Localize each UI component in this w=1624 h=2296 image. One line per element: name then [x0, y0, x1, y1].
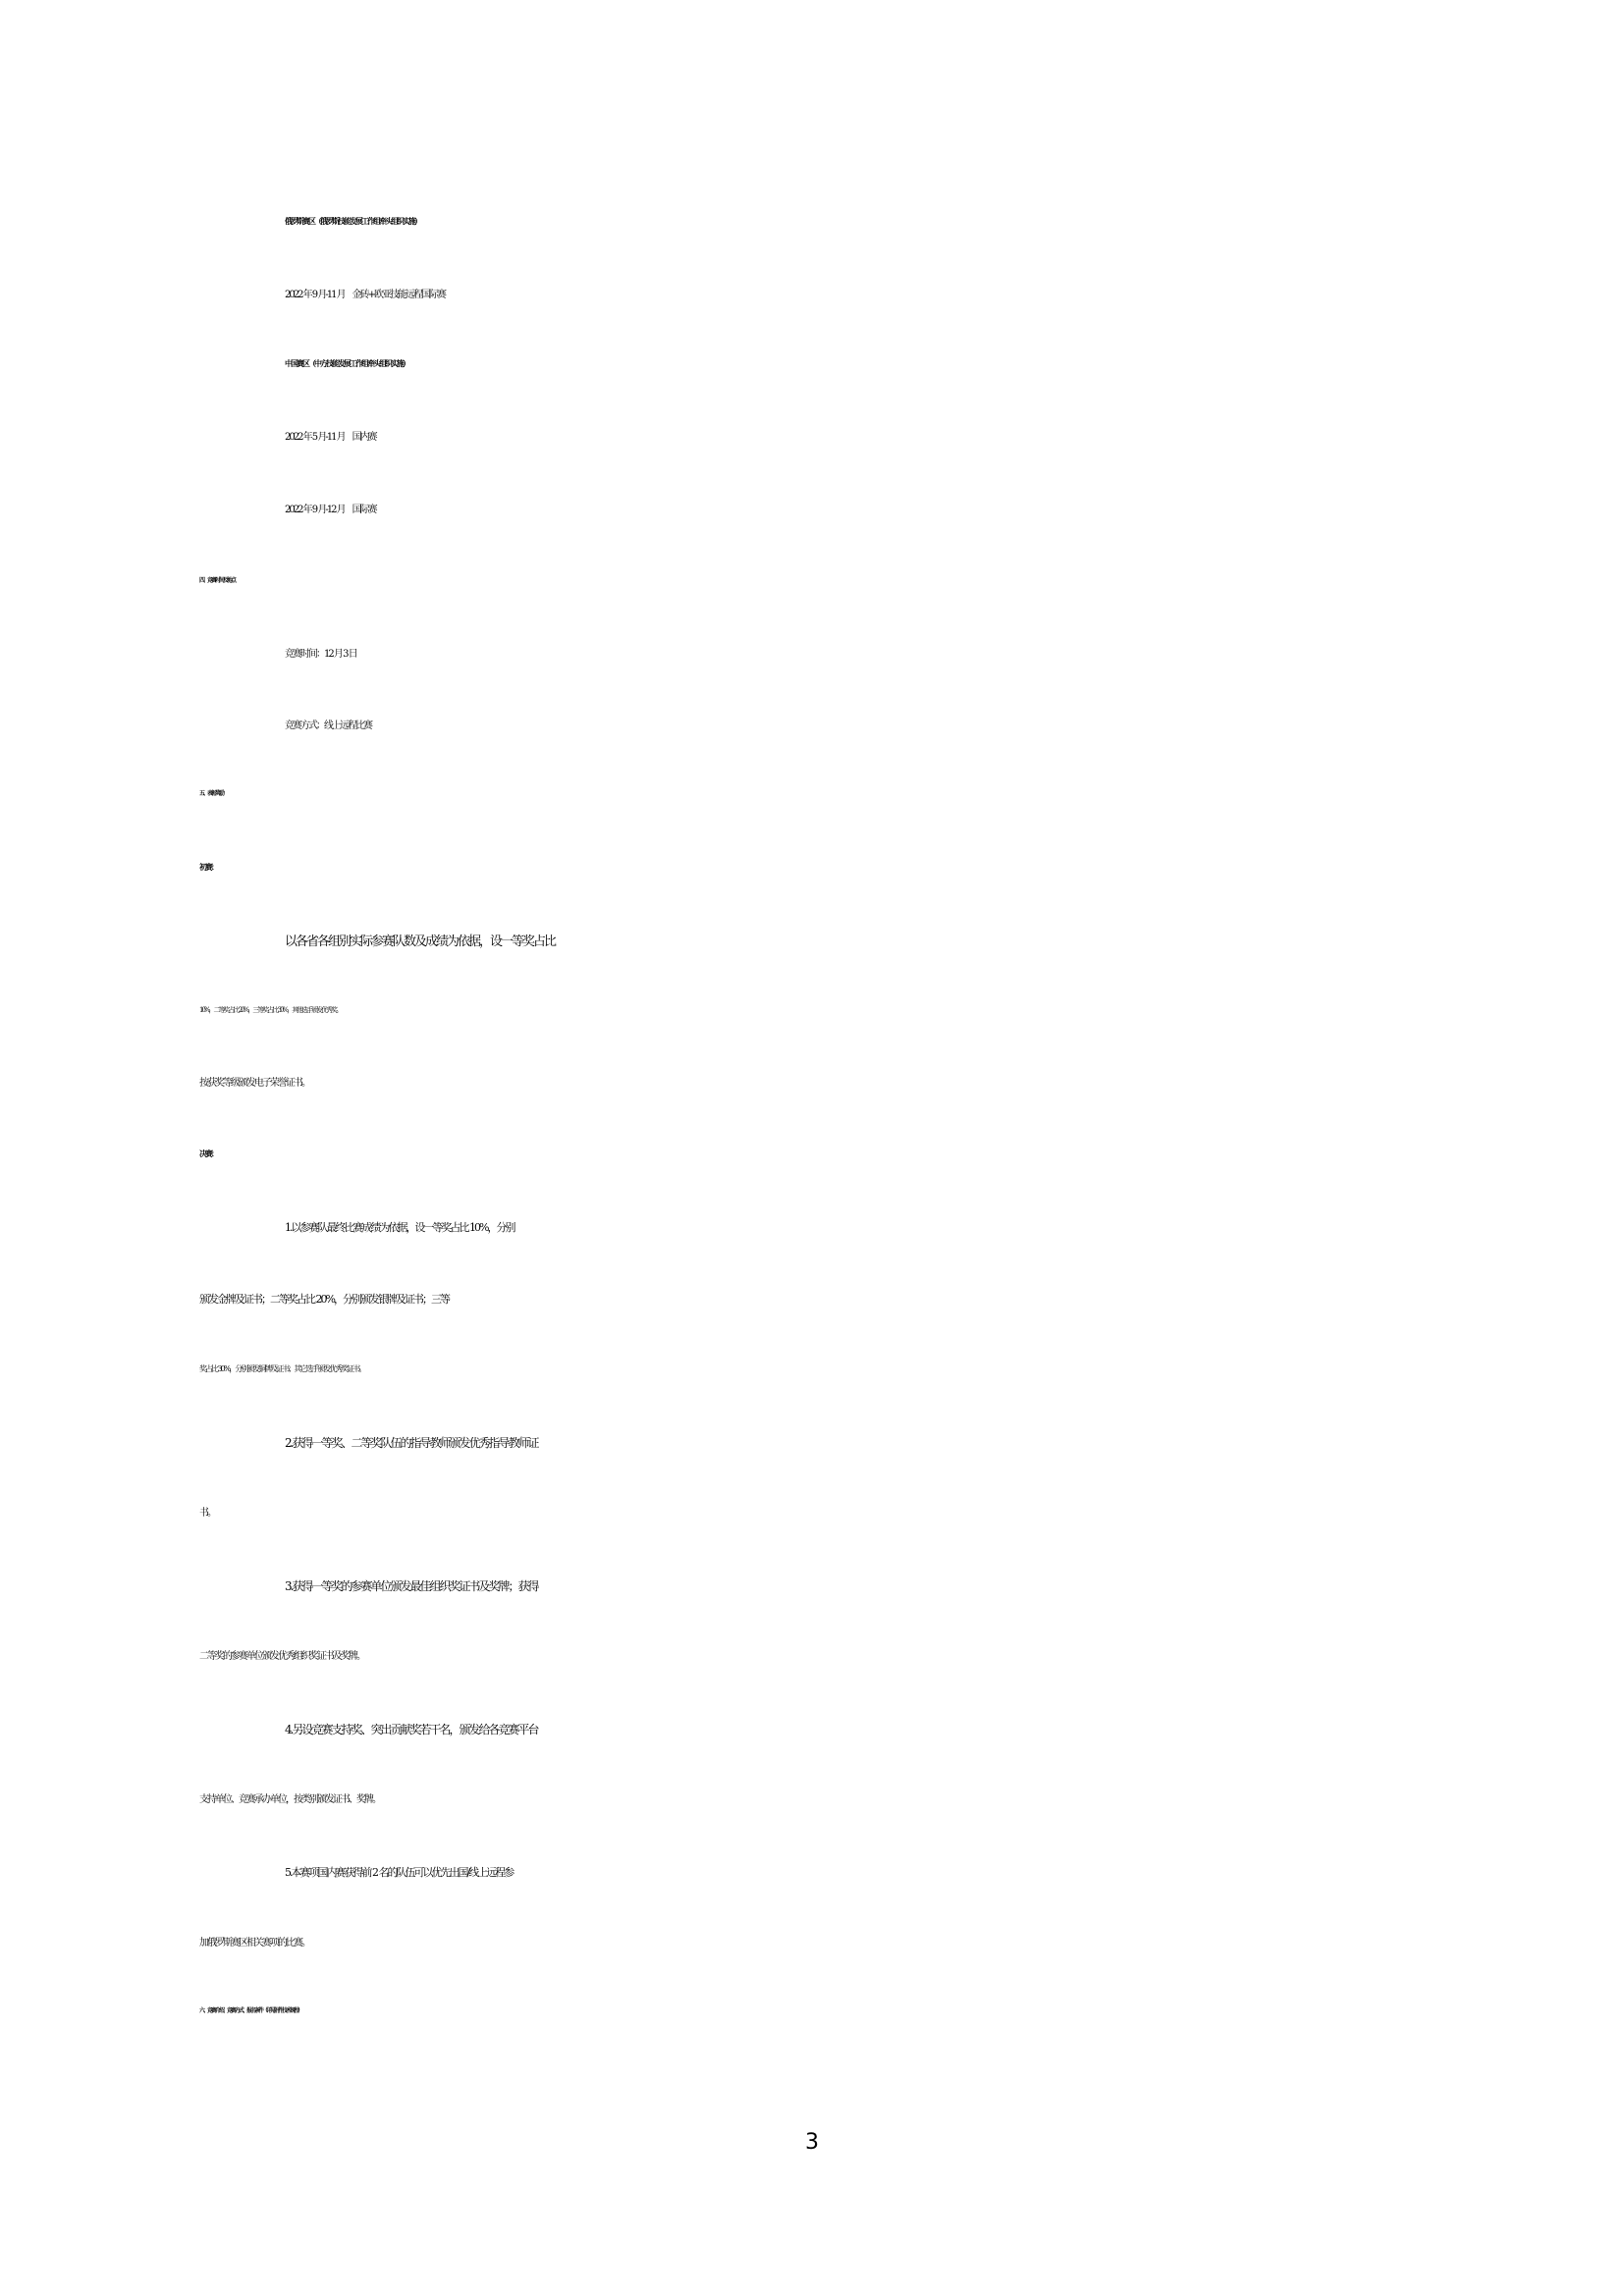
section-heading-introduction: 六、竞赛介绍、竞赛方式、报名条件（详见附件技术规程） [199, 2007, 302, 2014]
subheading-final: 决赛： [199, 1149, 217, 1158]
paragraph-line: 1.以参赛队最终比赛成绩为依据，设一等奖占比 10%，分别 [285, 1221, 514, 1234]
paragraph-line: 支持单位、竞赛承办单位，按类别颁发证书、奖牌。 [199, 1794, 380, 1805]
paragraph-line: 二等奖的参赛单位颁发优秀组织奖证书及奖牌。 [199, 1651, 364, 1662]
subheading-china-region: 中国赛区（中方技能发展工作组牵头组织实施） [285, 359, 408, 368]
page-number: 3 [805, 2130, 819, 2155]
subheading-preliminary: 初赛： [199, 863, 217, 872]
paragraph-line: 2.获得一等奖、二等奖队伍的指导教师颁发优秀指导教师证 [285, 1436, 538, 1450]
section-heading-time-place: 四、竞赛时间及地点 [199, 577, 236, 584]
paragraph-line: 按获奖等级颁发电子荣誉证书。 [199, 1078, 309, 1089]
paragraph-line: 以各省各组别实际参赛队数及成绩为依据，设一等奖占比 [285, 934, 556, 949]
paragraph-line: 5.本赛项国内赛获得前 2 名的队伍可以优先出国/线上远程参 [285, 1866, 514, 1879]
paragraph-line: 书。 [199, 1508, 215, 1519]
subheading-russia-region: 俄罗斯赛区（俄罗斯技能发展工作组牵头组织实施） [285, 217, 420, 226]
paragraph-line: 颁发金牌及证书；二等奖占比 20%，分别颁发银牌及证书；三等 [199, 1293, 449, 1306]
paragraph-line: 奖占比 30%，分别颁发铜牌及证书；其它选手颁发优秀奖证书。 [199, 1364, 365, 1373]
paragraph-line: 竞赛方式：线上远程比赛 [285, 721, 371, 731]
paragraph-line: 3.获得一等奖的参赛单位颁发最佳组织奖证书及奖牌；获得 [285, 1579, 538, 1593]
section-heading-awards: 五、表彰奖励 [199, 790, 224, 797]
schedule-line: 2022 年 9 月-11 月 金砖+欧亚技能远程国际赛 [285, 290, 446, 300]
paragraph-line: 加俄罗斯赛区相关赛项的比赛。 [199, 1938, 309, 1949]
schedule-line: 2022 年 5 月-11 月 国内赛 [285, 432, 376, 443]
paragraph-line: 4.另设竞赛支持奖、突出贡献奖若干名，颁发给各竞赛平台 [285, 1723, 538, 1736]
paragraph-line: 竞赛时间：12 月 3 日 [285, 649, 356, 660]
schedule-line: 2022 年 9 月-12 月 国际赛 [285, 505, 376, 515]
paragraph-line: 10%，二等奖占比 20%，三等奖占比 30%，其他选手颁发优秀奖。 [199, 1006, 342, 1014]
